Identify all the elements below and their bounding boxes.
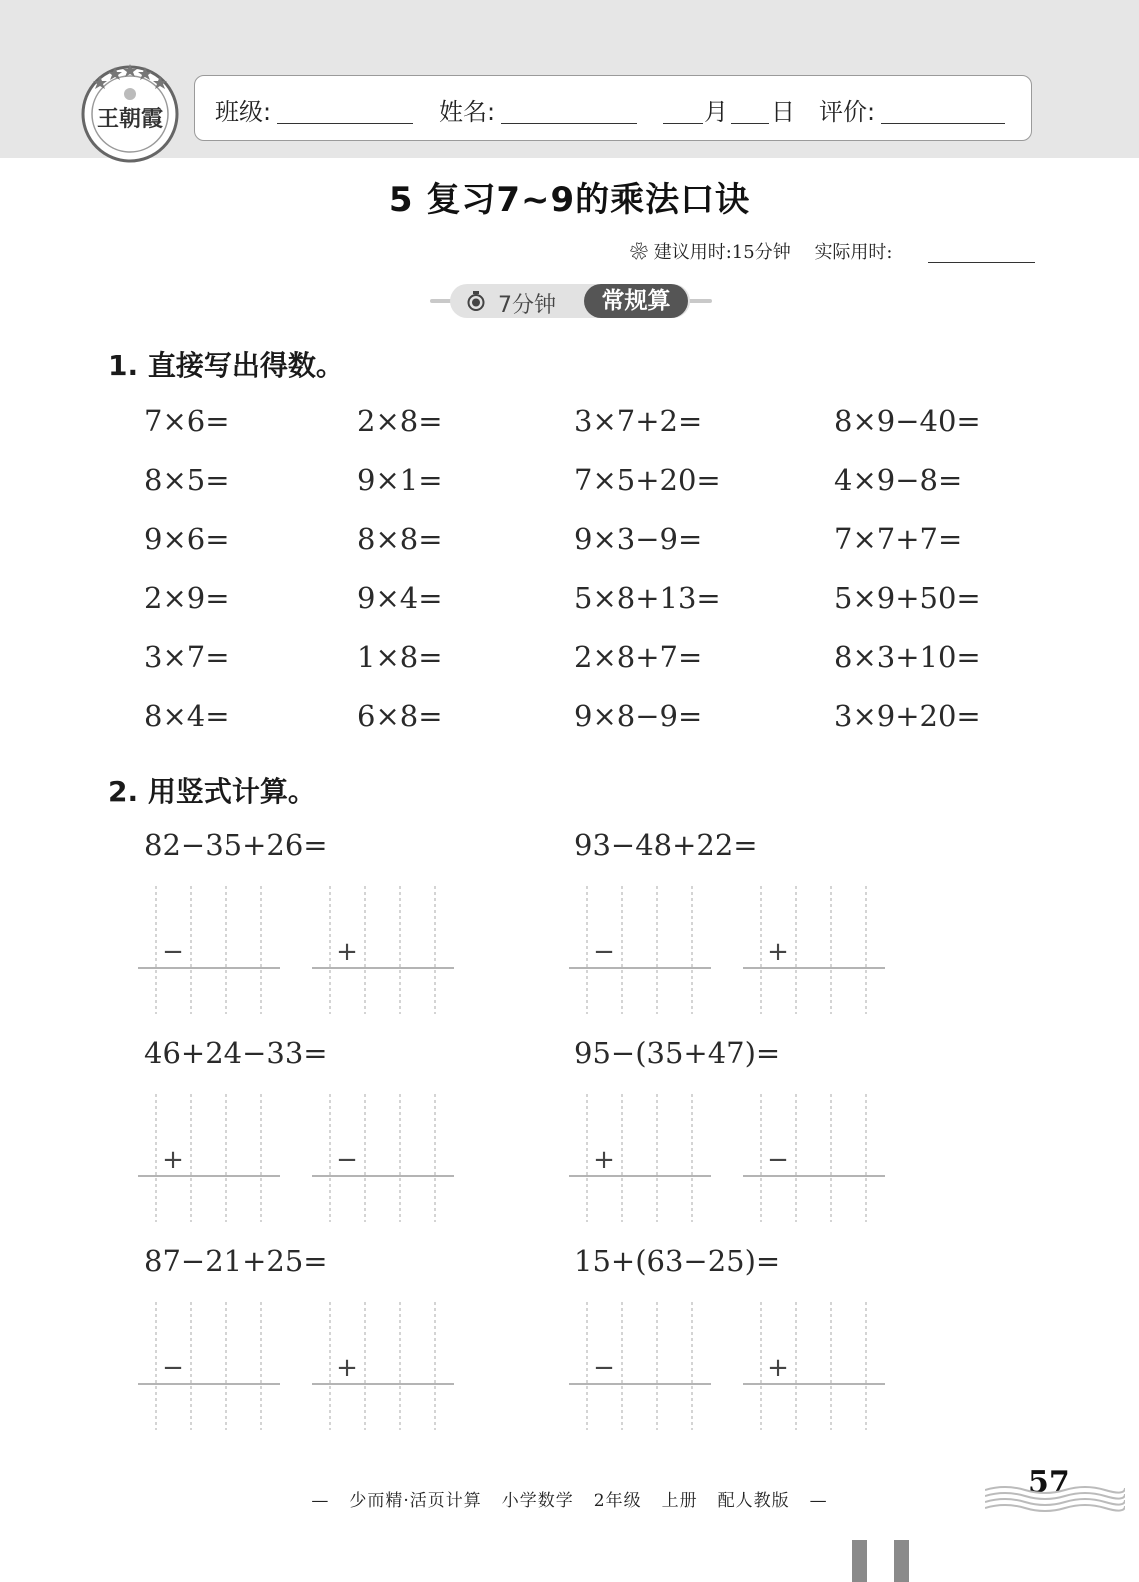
stopwatch-icon [466, 291, 486, 311]
logo-text: 王朝霞 [96, 106, 164, 132]
oral-item: 7×5+20= [574, 463, 721, 497]
footer-dash-left: — [311, 1491, 330, 1511]
edge-tab [894, 1540, 909, 1582]
oral-item: 8×8= [357, 522, 443, 556]
vertical-problem-expr: 95−(35+47)= [574, 1036, 781, 1070]
operator-symbol: − [162, 937, 184, 967]
vertical-work-grid[interactable] [312, 886, 454, 1014]
vertical-problem-expr: 93−48+22= [574, 828, 758, 862]
oral-item: 3×9+20= [834, 699, 981, 733]
oral-item: 3×7+2= [574, 404, 703, 438]
oral-item: 7×7+7= [834, 522, 963, 556]
day-label: 日 [771, 98, 795, 126]
oral-item: 9×4= [357, 581, 443, 615]
vertical-work-grid[interactable] [743, 1302, 885, 1430]
operator-symbol: − [336, 1145, 358, 1175]
oral-item: 8×9−40= [834, 404, 981, 438]
oral-item: 9×8−9= [574, 699, 703, 733]
rating-field[interactable] [881, 123, 1005, 124]
footer-subject: 小学数学 [501, 1491, 574, 1511]
page-title: 5 复习7~9的乘法口诀 [388, 180, 751, 220]
footer-series: 少而精·活页计算 [349, 1491, 482, 1511]
vertical-problem-expr: 15+(63−25)= [574, 1244, 781, 1278]
vertical-work-grid[interactable] [743, 1094, 885, 1222]
oral-item: 9×6= [144, 522, 230, 556]
operator-symbol: − [767, 1145, 789, 1175]
vertical-problem-expr: 46+24−33= [144, 1036, 328, 1070]
month-label: 月 [704, 98, 728, 126]
oral-item: 5×8+13= [574, 581, 721, 615]
operator-symbol: − [593, 1353, 615, 1383]
suggested-time: 建议用时:15分钟 [653, 242, 791, 263]
page-number: 57 [1028, 1465, 1070, 1500]
footer-edition: 配人教版 [717, 1491, 790, 1511]
footer-grade: 2年级 [593, 1491, 642, 1511]
oral-item: 5×9+50= [834, 581, 981, 615]
oral-item: 9×3−9= [574, 522, 703, 556]
oral-item: 8×5= [144, 463, 230, 497]
student-info-box [194, 75, 1032, 141]
edge-tab [852, 1540, 867, 1582]
time-info [630, 238, 893, 264]
oral-item: 2×8+7= [574, 640, 703, 674]
operator-symbol: + [767, 937, 789, 967]
class-label: 班级: [215, 98, 272, 126]
name-field[interactable] [501, 123, 637, 124]
oral-item: 2×8= [357, 404, 443, 438]
oral-item: 1×8= [357, 640, 443, 674]
actual-time-field[interactable] [928, 262, 1035, 263]
vertical-problem-expr: 87−21+25= [144, 1244, 328, 1278]
actual-time-label: 实际用时: [814, 242, 893, 263]
operator-symbol: − [162, 1353, 184, 1383]
operator-symbol: + [336, 937, 358, 967]
timer-icon: ❀ [630, 242, 648, 263]
vertical-work-grid[interactable] [138, 1302, 280, 1430]
oral-item: 8×4= [144, 699, 230, 733]
vertical-work-grid[interactable] [569, 1094, 711, 1222]
oral-item: 8×3+10= [834, 640, 981, 674]
question-2-title: 2. 用竖式计算。 [108, 775, 316, 808]
oral-item: 9×1= [357, 463, 443, 497]
question-1-title: 1. 直接写出得数。 [108, 349, 344, 382]
vertical-work-grid[interactable] [312, 1094, 454, 1222]
month-field[interactable] [663, 123, 703, 124]
vertical-problem-expr: 82−35+26= [144, 828, 328, 862]
class-field[interactable] [277, 123, 413, 124]
operator-symbol: + [336, 1353, 358, 1383]
section-time: 7分钟 [498, 293, 556, 318]
operator-symbol: + [162, 1145, 184, 1175]
name-label: 姓名: [439, 98, 496, 126]
oral-item: 7×6= [144, 404, 230, 438]
footer-volume: 上册 [661, 1491, 698, 1511]
vertical-work-grid[interactable] [138, 1094, 280, 1222]
operator-symbol: − [593, 937, 615, 967]
operator-symbol: + [767, 1353, 789, 1383]
operator-symbol: + [593, 1145, 615, 1175]
section-label: 常规算 [584, 284, 688, 318]
oral-item: 2×9= [144, 581, 230, 615]
rating-label: 评价: [819, 98, 876, 126]
vertical-work-grid[interactable] [312, 1302, 454, 1430]
wave-decoration [985, 1482, 1125, 1512]
footer [0, 1486, 1139, 1511]
oral-item: 6×8= [357, 699, 443, 733]
footer-dash-right: — [809, 1491, 828, 1511]
vertical-work-grid[interactable] [138, 886, 280, 1014]
vertical-work-grid[interactable] [569, 1302, 711, 1430]
vertical-work-grid[interactable] [743, 886, 885, 1014]
vertical-work-grid[interactable] [569, 886, 711, 1014]
day-field[interactable] [731, 123, 769, 124]
oral-item: 3×7= [144, 640, 230, 674]
oral-item: 4×9−8= [834, 463, 963, 497]
brand-logo [80, 64, 180, 164]
